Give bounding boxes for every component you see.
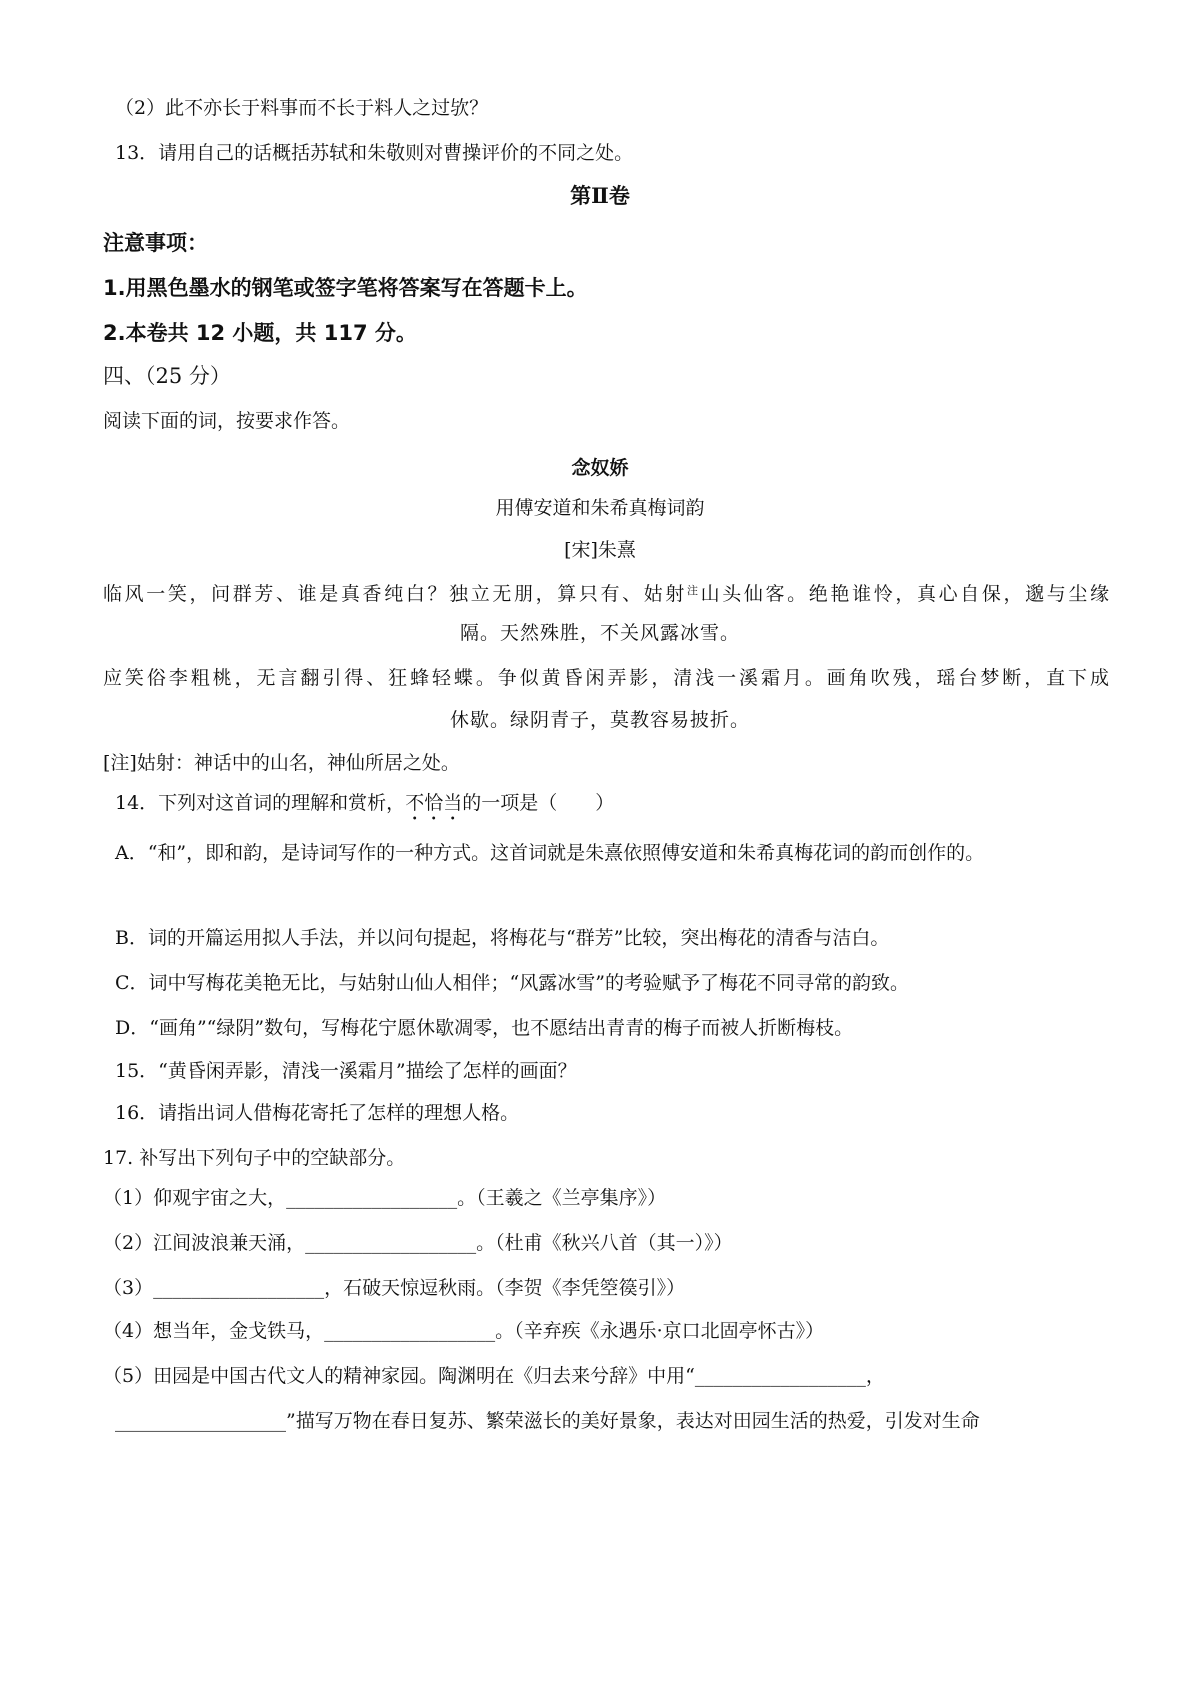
reading-instruction: 阅读下面的词，按要求作答。 — [103, 410, 351, 432]
poem-stanza-2-line-1: 应笑俗李粗桃，无言翻引得、狂蜂轻蝶。争似黄昏闲弄影，清浅一溪霜月。画角吹残，瑶台梦断，直下成 — [103, 667, 1110, 689]
answer-blank: __________________ — [324, 1320, 496, 1342]
question-17-3 — [103, 1275, 1100, 1301]
question-17: 17. 补写出下列句子中的空缺部分。 — [103, 1147, 406, 1169]
question-text: ，石破天惊逗秋雨。（李贺《李凭箜篌引》） — [324, 1277, 686, 1299]
question-text: 。（王羲之《兰亭集序》） — [457, 1187, 667, 1209]
question-text: （1）仰观宇宙之大， — [103, 1187, 287, 1209]
question-text: （3） — [103, 1277, 154, 1299]
poem-note: [注]姑射：神话中的山名，神仙所居之处。 — [103, 752, 460, 774]
question-14 — [115, 790, 1100, 825]
question-12-2: （2）此不亦长于料事而不长于料人之过欤？ — [115, 97, 489, 119]
question-text: ， — [865, 1365, 885, 1387]
poem-note-marker: 注 — [687, 584, 701, 597]
answer-blank: __________________ — [694, 1365, 866, 1387]
poem-title: 念奴娇 — [571, 457, 629, 479]
answer-blank: __________________ — [286, 1187, 458, 1209]
poem-subtitle: 用傅安道和朱希真梅词韵 — [495, 497, 705, 519]
poem-text: 山头仙客。绝艳谁怜，真心自保，邈与尘缘 — [700, 583, 1110, 605]
volume-title: 第Ⅱ卷 — [570, 183, 630, 208]
question-text: 。（杜甫《秋兴八首（其一）》） — [476, 1232, 733, 1254]
question-17-5-continued — [115, 1408, 1100, 1434]
poem-stanza-2-line-2: 休歇。绿阴青子，莫教容易披折。 — [449, 709, 750, 731]
question-17-5 — [103, 1363, 1100, 1389]
question-text: （5）田园是中国古代文人的精神家园。陶渊明在《归去来兮辞》中用“ — [103, 1365, 695, 1387]
question-text: 的一项是（ ） — [462, 792, 615, 814]
question-17-4 — [103, 1318, 1100, 1344]
poem-text: 临风一笑，问群芳、谁是真香纯白？独立无朋，算只有、姑射 — [103, 583, 688, 605]
notice-item-1: 1.用黑色墨水的钢笔或签字笔将答案写在答题卡上。 — [103, 276, 588, 300]
question-17-1 — [103, 1185, 1100, 1211]
poem-author: [宋]朱熹 — [564, 539, 636, 561]
question-15: 15．“黄昏闲弄影，清浅一溪霜月”描绘了怎样的画面？ — [115, 1060, 577, 1082]
answer-blank: __________________ — [305, 1232, 477, 1254]
question-text: ”描写万物在春日复苏、繁荣滋长的美好景象，表达对田园生活的热爱，引发对生命 — [286, 1410, 980, 1432]
answer-blank: __________________ — [153, 1277, 325, 1299]
notice-title: 注意事项： — [103, 231, 208, 255]
question-13: 13．请用自己的话概括苏轼和朱敬则对曹操评价的不同之处。 — [115, 142, 634, 164]
poem-stanza-1-line-1 — [103, 578, 1110, 607]
question-text: （2）江间波浪兼天涌， — [103, 1232, 306, 1254]
option-d: D．“画角”“绿阴”数句，写梅花宁愿休歇凋零，也不愿结出青青的梅子而被人折断梅枝。 — [115, 1017, 854, 1039]
question-16: 16．请指出词人借梅花寄托了怎样的理想人格。 — [115, 1102, 520, 1124]
question-text: 14．下列对这首词的理解和赏析， — [115, 792, 406, 814]
option-c: C．词中写梅花美艳无比，与姑射山仙人相伴；“风露冰雪”的考验赋予了梅花不同寻常的韵致。 — [115, 972, 909, 994]
question-text: （4）想当年，金戈铁马， — [103, 1320, 325, 1342]
emphasized-text: 不恰当 — [405, 792, 463, 814]
question-17-2 — [103, 1230, 1100, 1256]
notice-item-2: 2.本卷共 12 小题，共 117 分。 — [103, 321, 417, 345]
answer-blank: __________________ — [115, 1410, 286, 1432]
option-a: A．“和”，即和韵，是诗词写作的一种方式。这首词就是朱熹依照傅安道和朱希真梅花词的韵而创作的。 — [115, 842, 985, 864]
poem-stanza-1-line-2: 隔。天然殊胜，不关风露冰雪。 — [459, 622, 740, 644]
section-four-heading: 四、（25 分） — [103, 364, 231, 388]
question-text: 。（辛弃疾《永遇乐·京口北固亭怀古》） — [495, 1320, 825, 1342]
option-b: B．词的开篇运用拟人手法，并以问句提起，将梅花与“群芳”比较，突出梅花的清香与洁白。 — [115, 927, 890, 949]
